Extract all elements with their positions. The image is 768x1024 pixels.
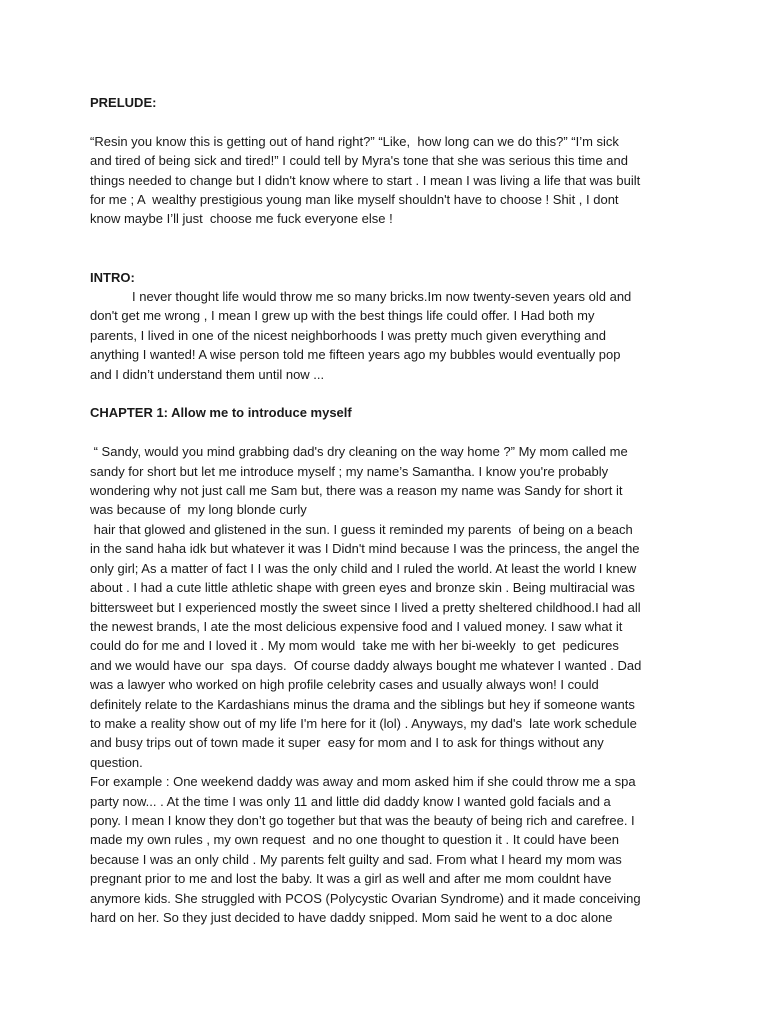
text-line: hair that glowed and glistened in the sun. I guess it reminded my parents of being on a beach bbox=[90, 521, 633, 537]
text-line: party now... . At the time I was only 11 and little did daddy know I wanted gold facials and a bbox=[90, 793, 611, 809]
spacer bbox=[90, 229, 728, 268]
text-line: was because of my long blonde curly bbox=[90, 502, 307, 518]
prelude-heading: PRELUDE: bbox=[90, 95, 157, 110]
intro-section bbox=[90, 268, 728, 384]
text-line: I never thought life would throw me so many bricks.Im now twenty-seven years old and bbox=[132, 289, 632, 305]
spacer bbox=[90, 423, 728, 442]
text-line: pony. I mean I know they don’t go together but that was the beauty of being rich and carefree. I bbox=[90, 812, 635, 828]
text-line: only girl; As a matter of fact I I was the only child and I ruled the world. At least the world I knew bbox=[90, 560, 637, 576]
prelude-paragraph bbox=[90, 132, 728, 229]
text-line: don't get me wrong , I mean I grew up with the best things life could offer. I Had both my bbox=[90, 308, 595, 324]
intro-heading: INTRO: bbox=[90, 269, 135, 285]
chapter-1-section bbox=[90, 403, 728, 927]
text-line: definitely relate to the Kardashians minus the drama and the siblings but hey if someone wants bbox=[90, 696, 635, 712]
text-line: because I was an only child . My parents felt guilty and sad. From what I heard my mom was bbox=[90, 851, 622, 867]
text-line: for me ; A wealthy prestigious young man like myself shouldn't have to choose ! Shit , I dont bbox=[90, 192, 619, 208]
chapter-1-heading: CHAPTER 1: Allow me to introduce myself bbox=[90, 405, 352, 421]
spacer bbox=[90, 112, 728, 131]
prelude-section bbox=[90, 93, 728, 229]
text-line: and we would have our spa days. Of course daddy always bought me whatever I wanted . Dad bbox=[90, 657, 642, 673]
chapter-1-paragraph bbox=[90, 442, 728, 927]
spacer bbox=[90, 384, 728, 403]
text-line: pregnant prior to me and lost the baby. It was a girl as well and after me mom couldnt have bbox=[90, 871, 612, 887]
text-line: made my own rules , my own request and no one thought to question it . It could have been bbox=[90, 832, 619, 848]
text-line: things needed to change but I didn't know where to start . I mean I was living a life that was built bbox=[90, 172, 641, 188]
text-line: wondering why not just call me Sam but, there was a reason my name was Sandy for short it bbox=[90, 483, 623, 499]
text-line: about . I had a cute little athletic shape with green eyes and bronze skin . Being multiracial was bbox=[90, 580, 635, 596]
text-line: and I didn’t understand them until now ... bbox=[90, 366, 325, 382]
text-line: hard on her. So they just decided to have daddy snipped. Mom said he went to a doc alone bbox=[90, 910, 613, 925]
text-line: know maybe I’ll just choose me fuck everyone else ! bbox=[90, 211, 393, 227]
text-line: sandy for short but let me introduce myself ; my name’s Samantha. I know you're probably bbox=[90, 463, 609, 479]
text-line: in the sand haha idk but whatever it was I Didn't mind because I was the princess, the angel the bbox=[90, 541, 640, 557]
text-line: and tired of being sick and tired!” I could tell by Myra's tone that she was serious this time and bbox=[90, 153, 628, 169]
text-line: For example : One weekend daddy was away and mom asked him if she could throw me a spa bbox=[90, 774, 636, 790]
text-line: the newest brands, I ate the most delicious expensive food and I valued money. I saw what it bbox=[90, 618, 623, 634]
text-line: “ Sandy, would you mind grabbing dad's dry cleaning on the way home ?” My mom called me bbox=[90, 444, 628, 460]
text-line: was a lawyer who worked on high profile celebrity cases and usually always won! I could bbox=[90, 677, 599, 693]
text-line: anymore kids. She struggled with PCOS (Polycystic Ovarian Syndrome) and it made conceiving bbox=[90, 890, 641, 906]
text-line: anything I wanted! A wise person told me fifteen years ago my bubbles would eventually pop bbox=[90, 347, 621, 363]
text-line: to make a reality show out of my life I'm here for it (lol) . Anyways, my dad's late work schedule bbox=[90, 715, 637, 731]
intro-paragraph bbox=[90, 287, 728, 384]
text-line: parents, I lived in one of the nicest neighborhoods I was pretty much given everything and bbox=[90, 327, 606, 343]
text-line: and busy trips out of town made it super easy for mom and I to ask for things without any bbox=[90, 735, 604, 751]
text-line: could do for me and I loved it . My mom would take me with her bi-weekly to get pedicures bbox=[90, 638, 619, 654]
text-line: bittersweet but I experienced mostly the sweet since I lived a pretty sheltered childhood.I had all bbox=[90, 599, 641, 615]
text-line: question. bbox=[90, 754, 143, 770]
text-line: “Resin you know this is getting out of hand right?” “Like, how long can we do this?” “I’m sick bbox=[90, 133, 619, 149]
